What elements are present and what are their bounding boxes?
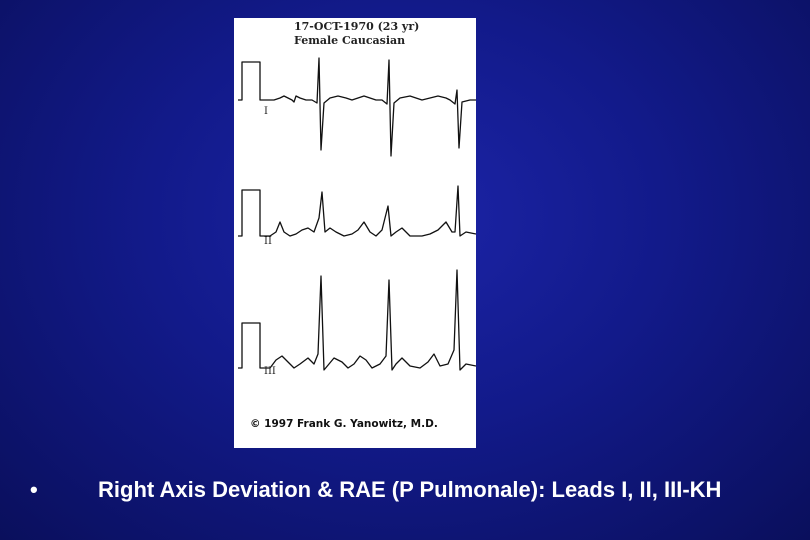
lead-ii-trace — [238, 186, 476, 236]
caption — [30, 476, 790, 504]
patient-description: Female Caucasian — [294, 34, 406, 47]
lead-iii-trace — [238, 270, 476, 370]
lead-label-ii: II — [264, 236, 272, 247]
lead-label-i: I — [264, 106, 268, 117]
recording-date: 17-OCT-1970 (23 yr) — [294, 20, 420, 33]
copyright-notice: © 1997 Frank G. Yanowitz, M.D. — [250, 418, 438, 430]
ecg-tracings — [234, 18, 476, 448]
lead-i-trace — [238, 58, 476, 156]
bullet-icon: • — [30, 477, 38, 502]
caption-text: Right Axis Deviation & RAE (P Pulmonale): Leads I, II, III-KH — [98, 477, 722, 502]
ecg-figure — [234, 18, 476, 448]
lead-label-iii: III — [264, 366, 276, 377]
